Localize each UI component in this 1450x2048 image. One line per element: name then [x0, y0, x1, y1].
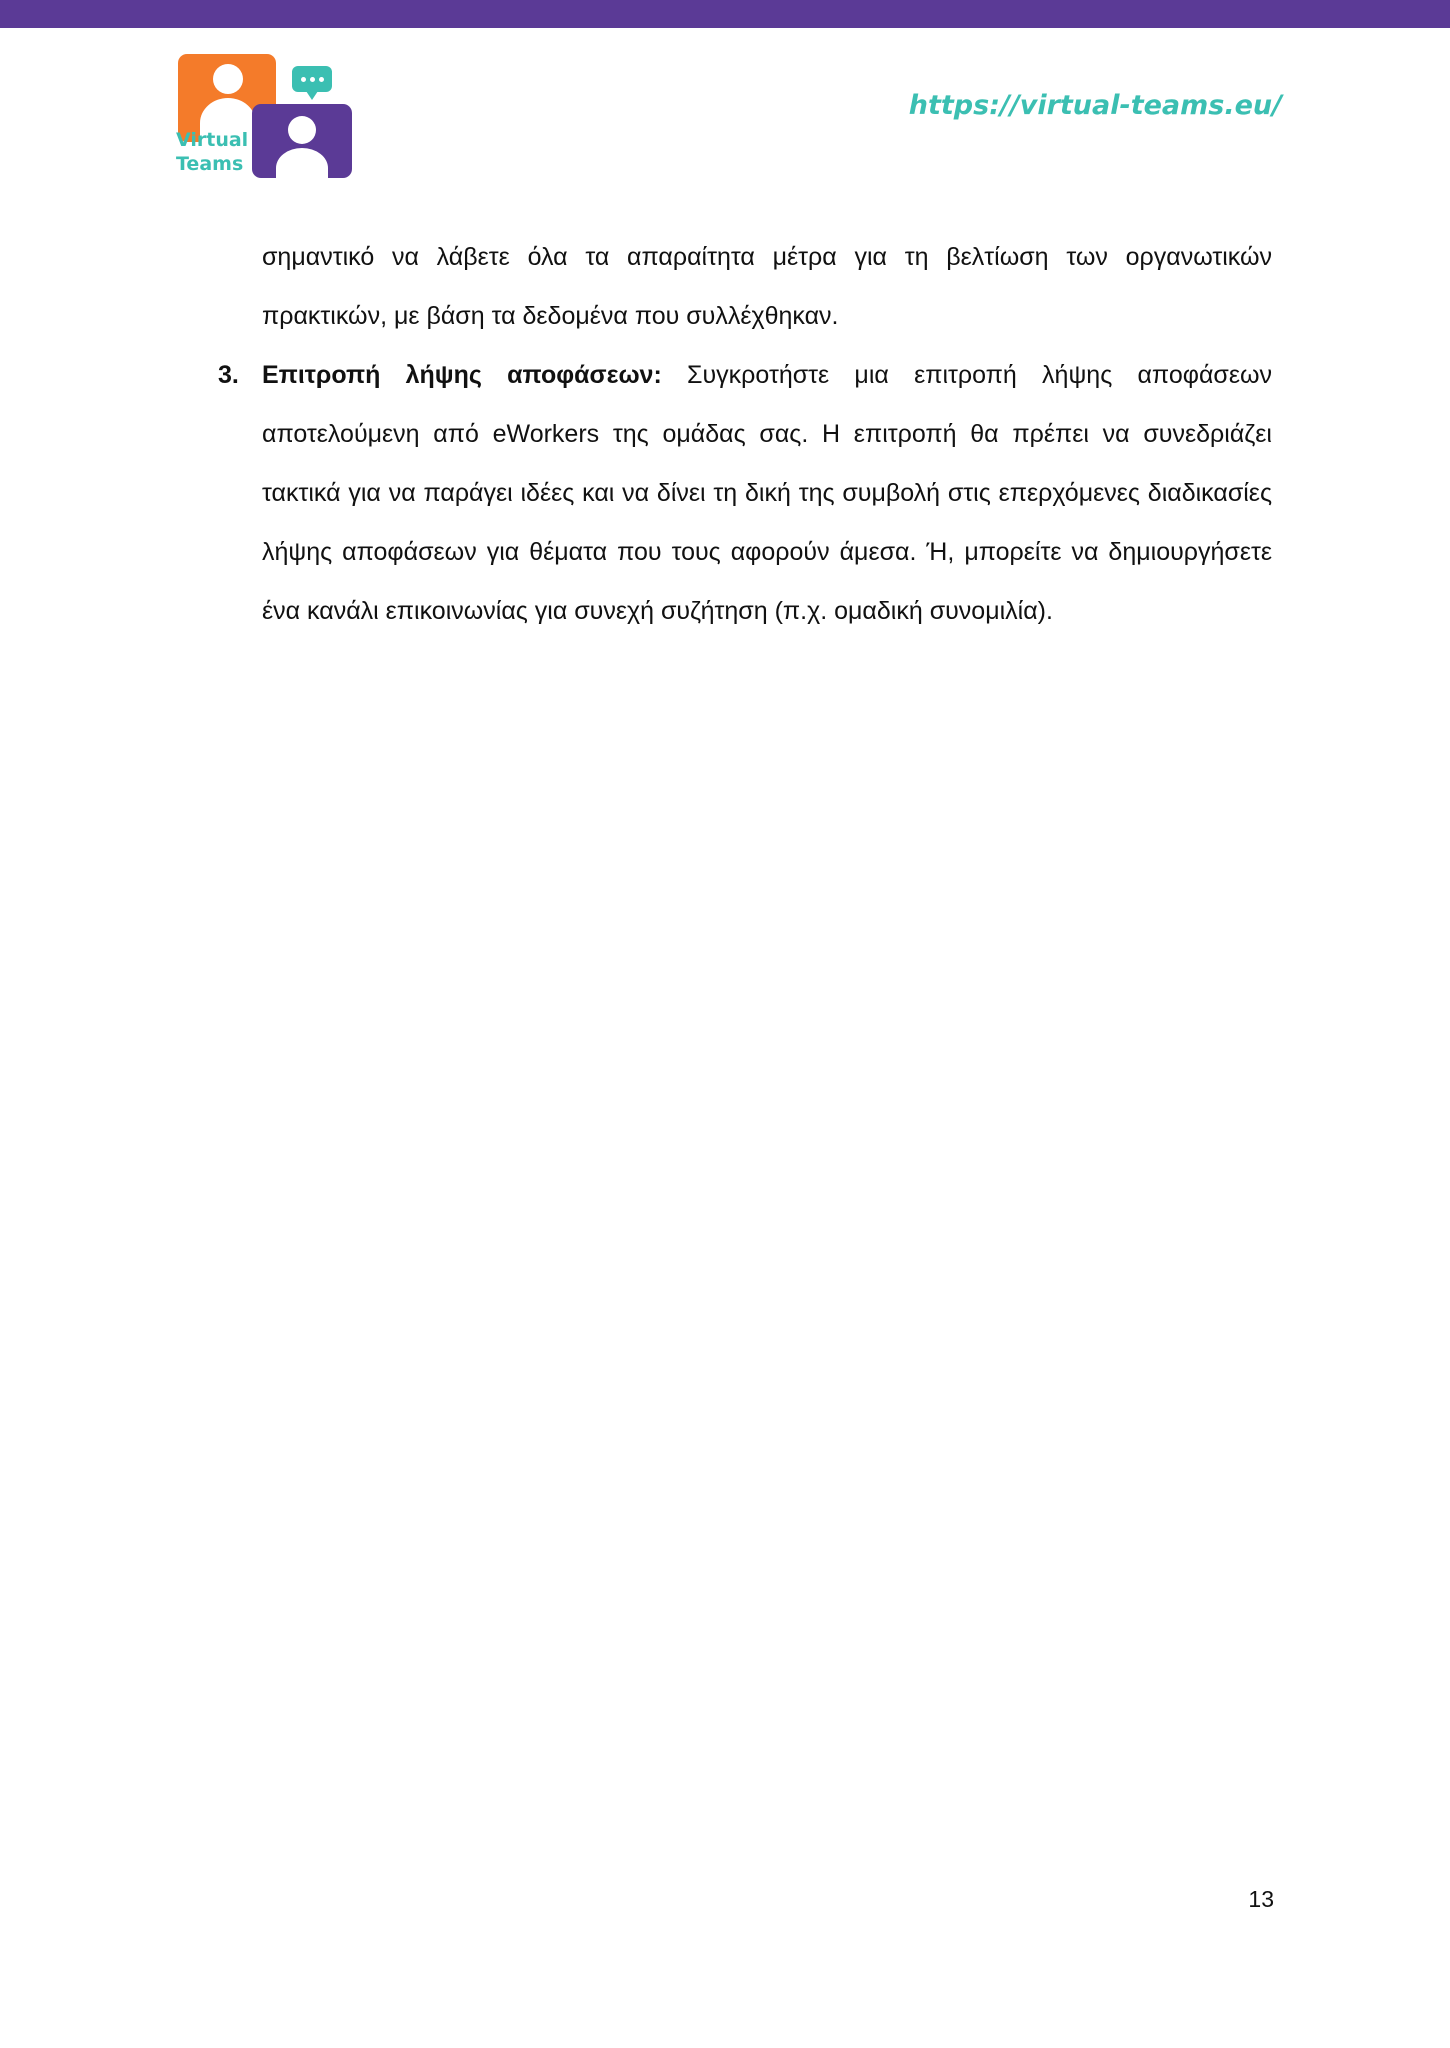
- list-item: [218, 346, 1272, 641]
- person-head-icon: [213, 64, 243, 94]
- list-item-text: Συγκροτήστε μια επιτροπή λήψης αποφάσεων αποτελούμενη από eWorkers της ομάδας σας. Η επιτροπή θα πρέπει να συνεδριάζει τακτικά για να παράγει ιδέες και να δίνει τη δική της συμβολή στις επερχόμενες διαδικασίες λήψης αποφάσεων για θέματα που τους αφορούν άμεσα. Ή, μπορείτε να δημιουργήσετε ένα κανάλι επικοινωνίας για συνεχή συζήτηση (π.χ. ομαδική συνομιλία).: [262, 361, 1272, 625]
- header-url-link[interactable]: https://virtual-teams.eu/: [908, 90, 1282, 121]
- continuation-paragraph: σημαντικό να λάβετε όλα τα απαραίτητα μέτρα για τη βελτίωση των οργανωτικών πρακτικών, με βάση τα δεδομένα που συλλέχθηκαν.: [262, 243, 1272, 330]
- list-item-number: 3.: [218, 361, 239, 389]
- list-item-title: Επιτροπή λήψης αποφάσεων:: [262, 361, 688, 389]
- header-color-bar: [0, 0, 1450, 28]
- person-head-icon: [288, 116, 316, 144]
- purple-person-card: [252, 104, 352, 178]
- document-body: [218, 228, 1272, 641]
- logo-wordmark: [176, 128, 248, 176]
- logo-text-line1: Virtual: [176, 129, 249, 151]
- page-number: 13: [1248, 1886, 1274, 1912]
- person-body-icon: [276, 148, 328, 178]
- chat-bubble-icon: [292, 66, 332, 92]
- logo-text-line2: Teams: [176, 153, 244, 175]
- virtual-teams-logo: [176, 52, 356, 182]
